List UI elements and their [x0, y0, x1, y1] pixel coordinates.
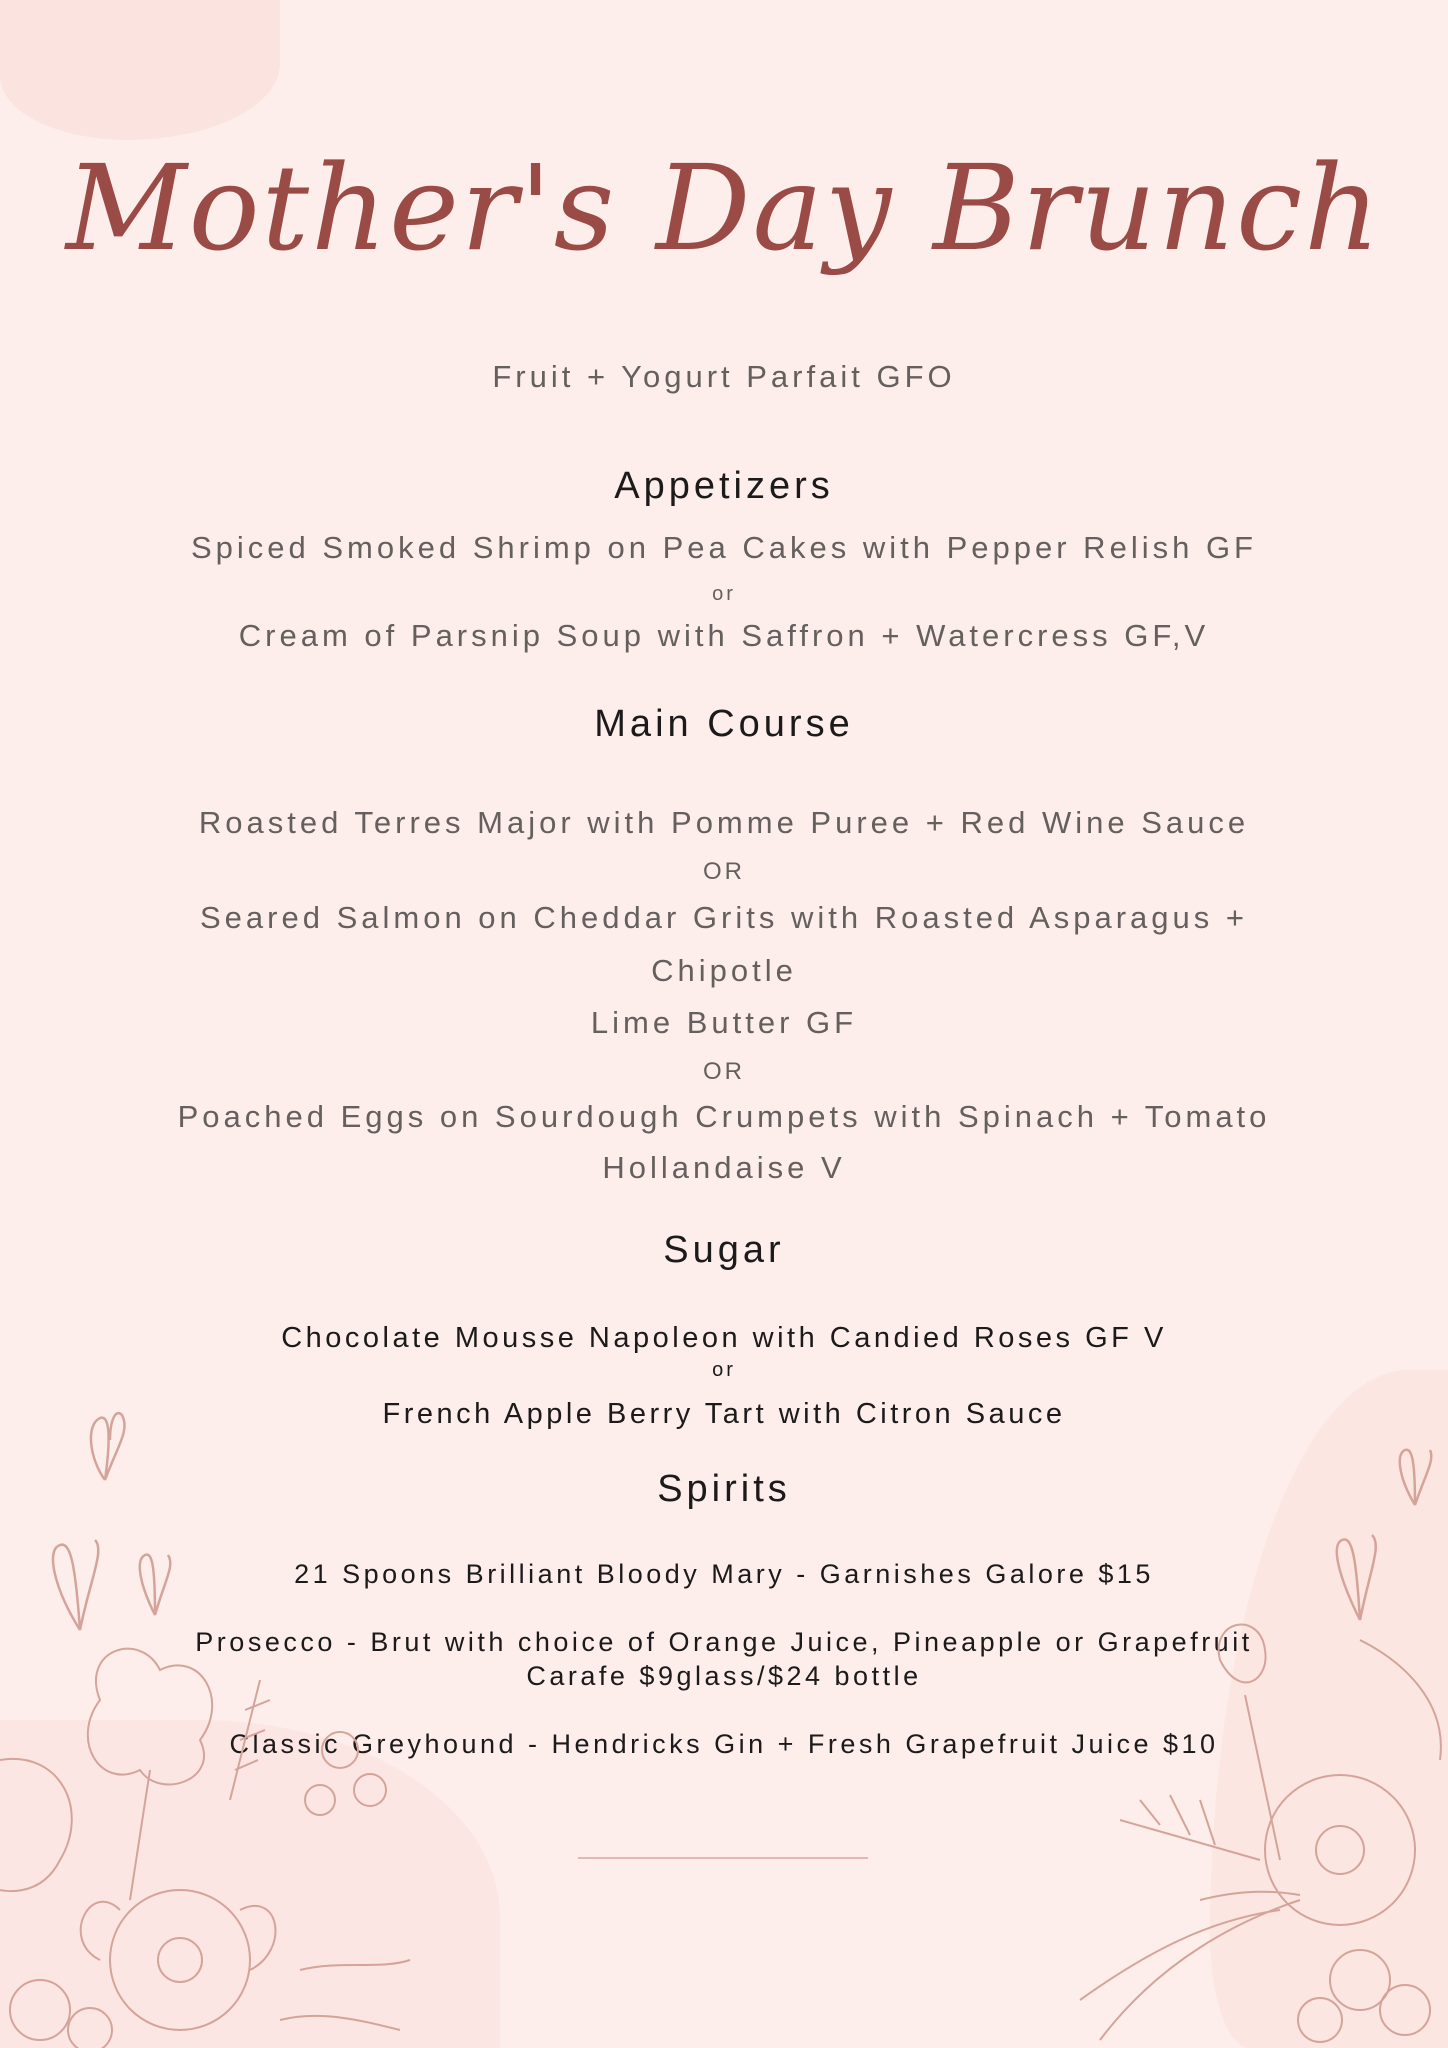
menu-item: Spiced Smoked Shrimp on Pea Cakes with Pepper Relish GF [190, 530, 1257, 565]
menu-item: Chocolate Mousse Napoleon with Candied Roses GF V [281, 1322, 1167, 1354]
sugar-heading: Sugar [663, 1229, 785, 1271]
or-separator: OR [703, 1058, 745, 1085]
or-separator: OR [703, 858, 745, 885]
main-course-heading: Main Course [594, 703, 854, 745]
or-separator: or [712, 583, 736, 605]
appetizers-heading: Appetizers [614, 465, 834, 507]
menu-item: Lime Butter GF [590, 1005, 858, 1040]
menu-item: Seared Salmon on Cheddar Grits with Roasted Asparagus + [200, 900, 1248, 935]
floral-illustration-right [1060, 1620, 1448, 2048]
floral-illustration-left [0, 1640, 420, 2048]
spirits-heading: Spirits [657, 1468, 791, 1510]
menu-item: Poached Eggs on Sourdough Crumpets with Spinach + Tomato [177, 1099, 1271, 1134]
divider [578, 1857, 868, 1859]
hearts-left [30, 1400, 200, 1640]
menu-item: French Apple Berry Tart with Citron Sauce [382, 1398, 1066, 1430]
corner-blob-top-left [0, 0, 280, 140]
menu-item: 21 Spoons Brilliant Bloody Mary - Garnishes Galore $15 [294, 1559, 1154, 1589]
starter-item: Fruit + Yogurt Parfait GFO [492, 359, 956, 394]
menu-item: Classic Greyhound - Hendricks Gin + Fresh Grapefruit Juice $10 [229, 1729, 1219, 1759]
menu-item: Cream of Parsnip Soup with Saffron + Watercress GF,V [238, 618, 1210, 653]
menu-item: Chipotle [651, 953, 797, 988]
page-title: Mother's Day Brunch [65, 139, 1383, 278]
menu-item: Hollandaise V [602, 1150, 846, 1185]
menu-item: Roasted Terres Major with Pomme Puree + Red Wine Sauce [198, 805, 1250, 840]
menu-item: Prosecco - Brut with choice of Orange Juice, Pineapple or Grapefruit [195, 1627, 1253, 1657]
or-separator: or [712, 1359, 736, 1381]
hearts-right [1300, 1430, 1440, 1630]
menu-item: Carafe $9glass/$24 bottle [526, 1661, 922, 1691]
